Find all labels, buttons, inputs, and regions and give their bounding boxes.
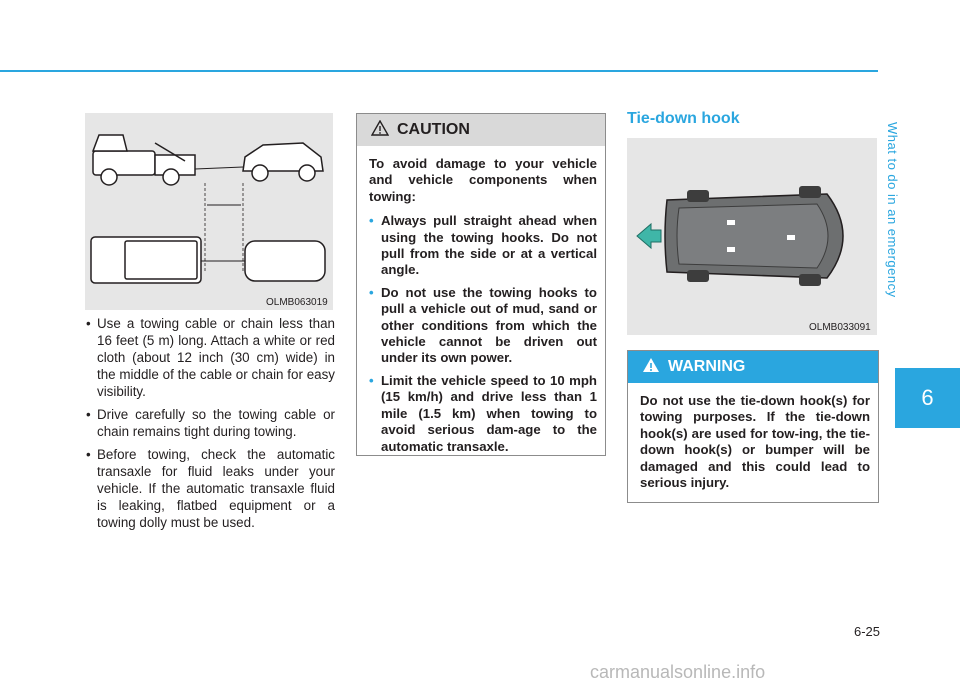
warning-title: WARNING <box>668 358 746 375</box>
list-item: • Always pull straight ahead when using the towing hooks. Do not pull from the side or at a vertical angle. <box>369 213 597 279</box>
list-item: • Drive carefully so the towing cable or chain remains tight during towing. <box>85 406 335 440</box>
chapter-title: What to do in an emergency <box>885 122 900 298</box>
header-rule <box>0 70 878 72</box>
figure-code: OLMB063019 <box>266 297 328 308</box>
towing-instructions <box>85 315 335 537</box>
warning-header <box>628 351 878 383</box>
list-item: • Do not use the towing hooks to pull a vehicle out of mud, sand or other conditions from which the vehicle cannot be driven out under its own power. <box>369 285 597 367</box>
chapter-number-tab[interactable]: 6 <box>895 368 960 428</box>
list-item: • Limit the vehicle speed to 10 mph (15 km/h) and drive less than 1 mile (1.5 km) when towing to avoid serious dam-age to the automatic transaxle. <box>369 373 597 455</box>
list-item: • Before towing, check the automatic transaxle for fluid leaks under your vehicle. If the automatic transaxle fluid is leaking, flatbed equipment or a towing dolly must be used. <box>85 446 335 531</box>
list-item: • Use a towing cable or chain less than 16 feet (5 m) long. Attach a white or red cloth (about 12 inch (30 cm) wide) in the middle of the cable or chain for easy visibility. <box>85 315 335 400</box>
watermark[interactable]: carmanualsonline.info <box>590 662 766 682</box>
caution-header <box>357 114 605 146</box>
warning-box <box>627 350 879 503</box>
tiedown-illustration <box>627 138 877 335</box>
towing-figure <box>85 113 333 310</box>
towing-illustration <box>85 113 333 310</box>
caution-list <box>369 213 597 455</box>
warning-triangle-icon <box>642 357 660 378</box>
caution-box <box>356 113 606 456</box>
section-title: Tie-down hook <box>627 110 740 127</box>
tiedown-figure <box>627 138 877 335</box>
warning-text: Do not use the tie-down hook(s) for towing purposes. If the tie-down hook(s) are used for tow-ing, the tie-down hook(s) or bumper will be damaged and this could lead to serious injury. <box>640 393 870 491</box>
page-number: 6-25 <box>853 624 880 639</box>
caution-title: CAUTION <box>397 121 470 138</box>
caution-intro: To avoid damage to your vehicle and vehicle components when towing: <box>369 156 597 204</box>
figure-code: OLMB033091 <box>809 322 871 333</box>
caution-triangle-icon <box>371 120 389 141</box>
